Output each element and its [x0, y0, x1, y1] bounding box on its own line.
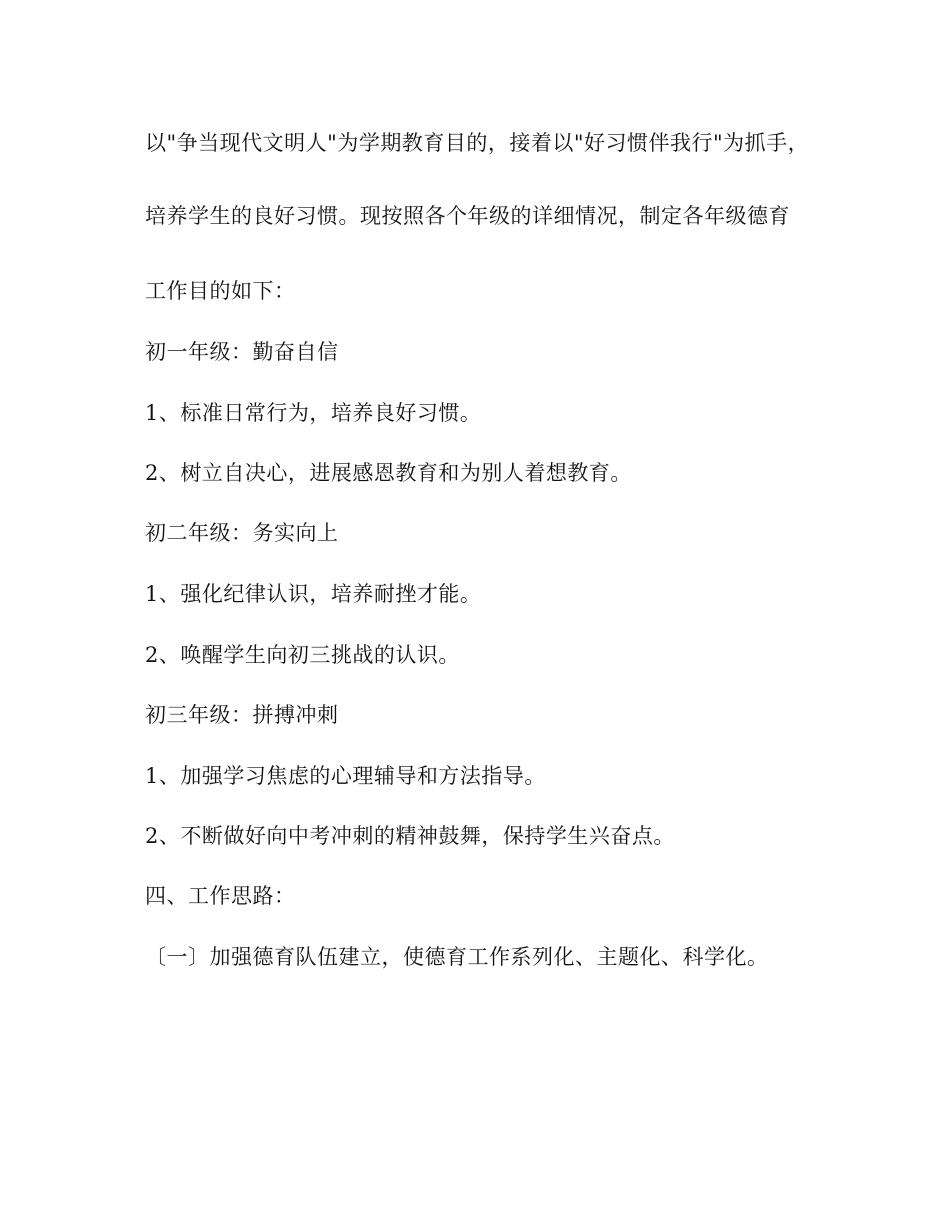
list-item: 2、唤醒学生向初三挑战的认识。 — [145, 643, 460, 667]
paragraph-line: 以"争当现代文明人"为学期教育目的，接着以"好习惯伴我行"为抓手， — [145, 131, 810, 155]
grade-heading-1: 初一年级：勤奋自信 — [145, 340, 339, 364]
list-item: 1、标准日常行为，培养良好习惯。 — [145, 401, 482, 425]
grade-heading-2: 初二年级：务实向上 — [145, 521, 339, 545]
list-item: 1、加强学习焦虑的心理辅导和方法指导。 — [145, 764, 546, 788]
list-item: 2、树立自决心，进展感恩教育和为别人着想教育。 — [145, 461, 632, 485]
list-item: 2、不断做好向中考冲刺的精神鼓舞，保持学生兴奋点。 — [145, 824, 675, 848]
grade-heading-3: 初三年级：拼搏冲刺 — [145, 703, 339, 727]
section-heading: 四、工作思路： — [145, 884, 296, 908]
paragraph-line: 培养学生的良好习惯。现按照各个年级的详细情况，制定各年级德育 — [145, 204, 790, 228]
section-item: 〔一〕加强德育队伍建立，使德育工作系列化、主题化、科学化。 — [145, 945, 769, 969]
list-item: 1、强化纪律认识，培养耐挫才能。 — [145, 582, 482, 606]
paragraph-line: 工作目的如下： — [145, 279, 296, 303]
